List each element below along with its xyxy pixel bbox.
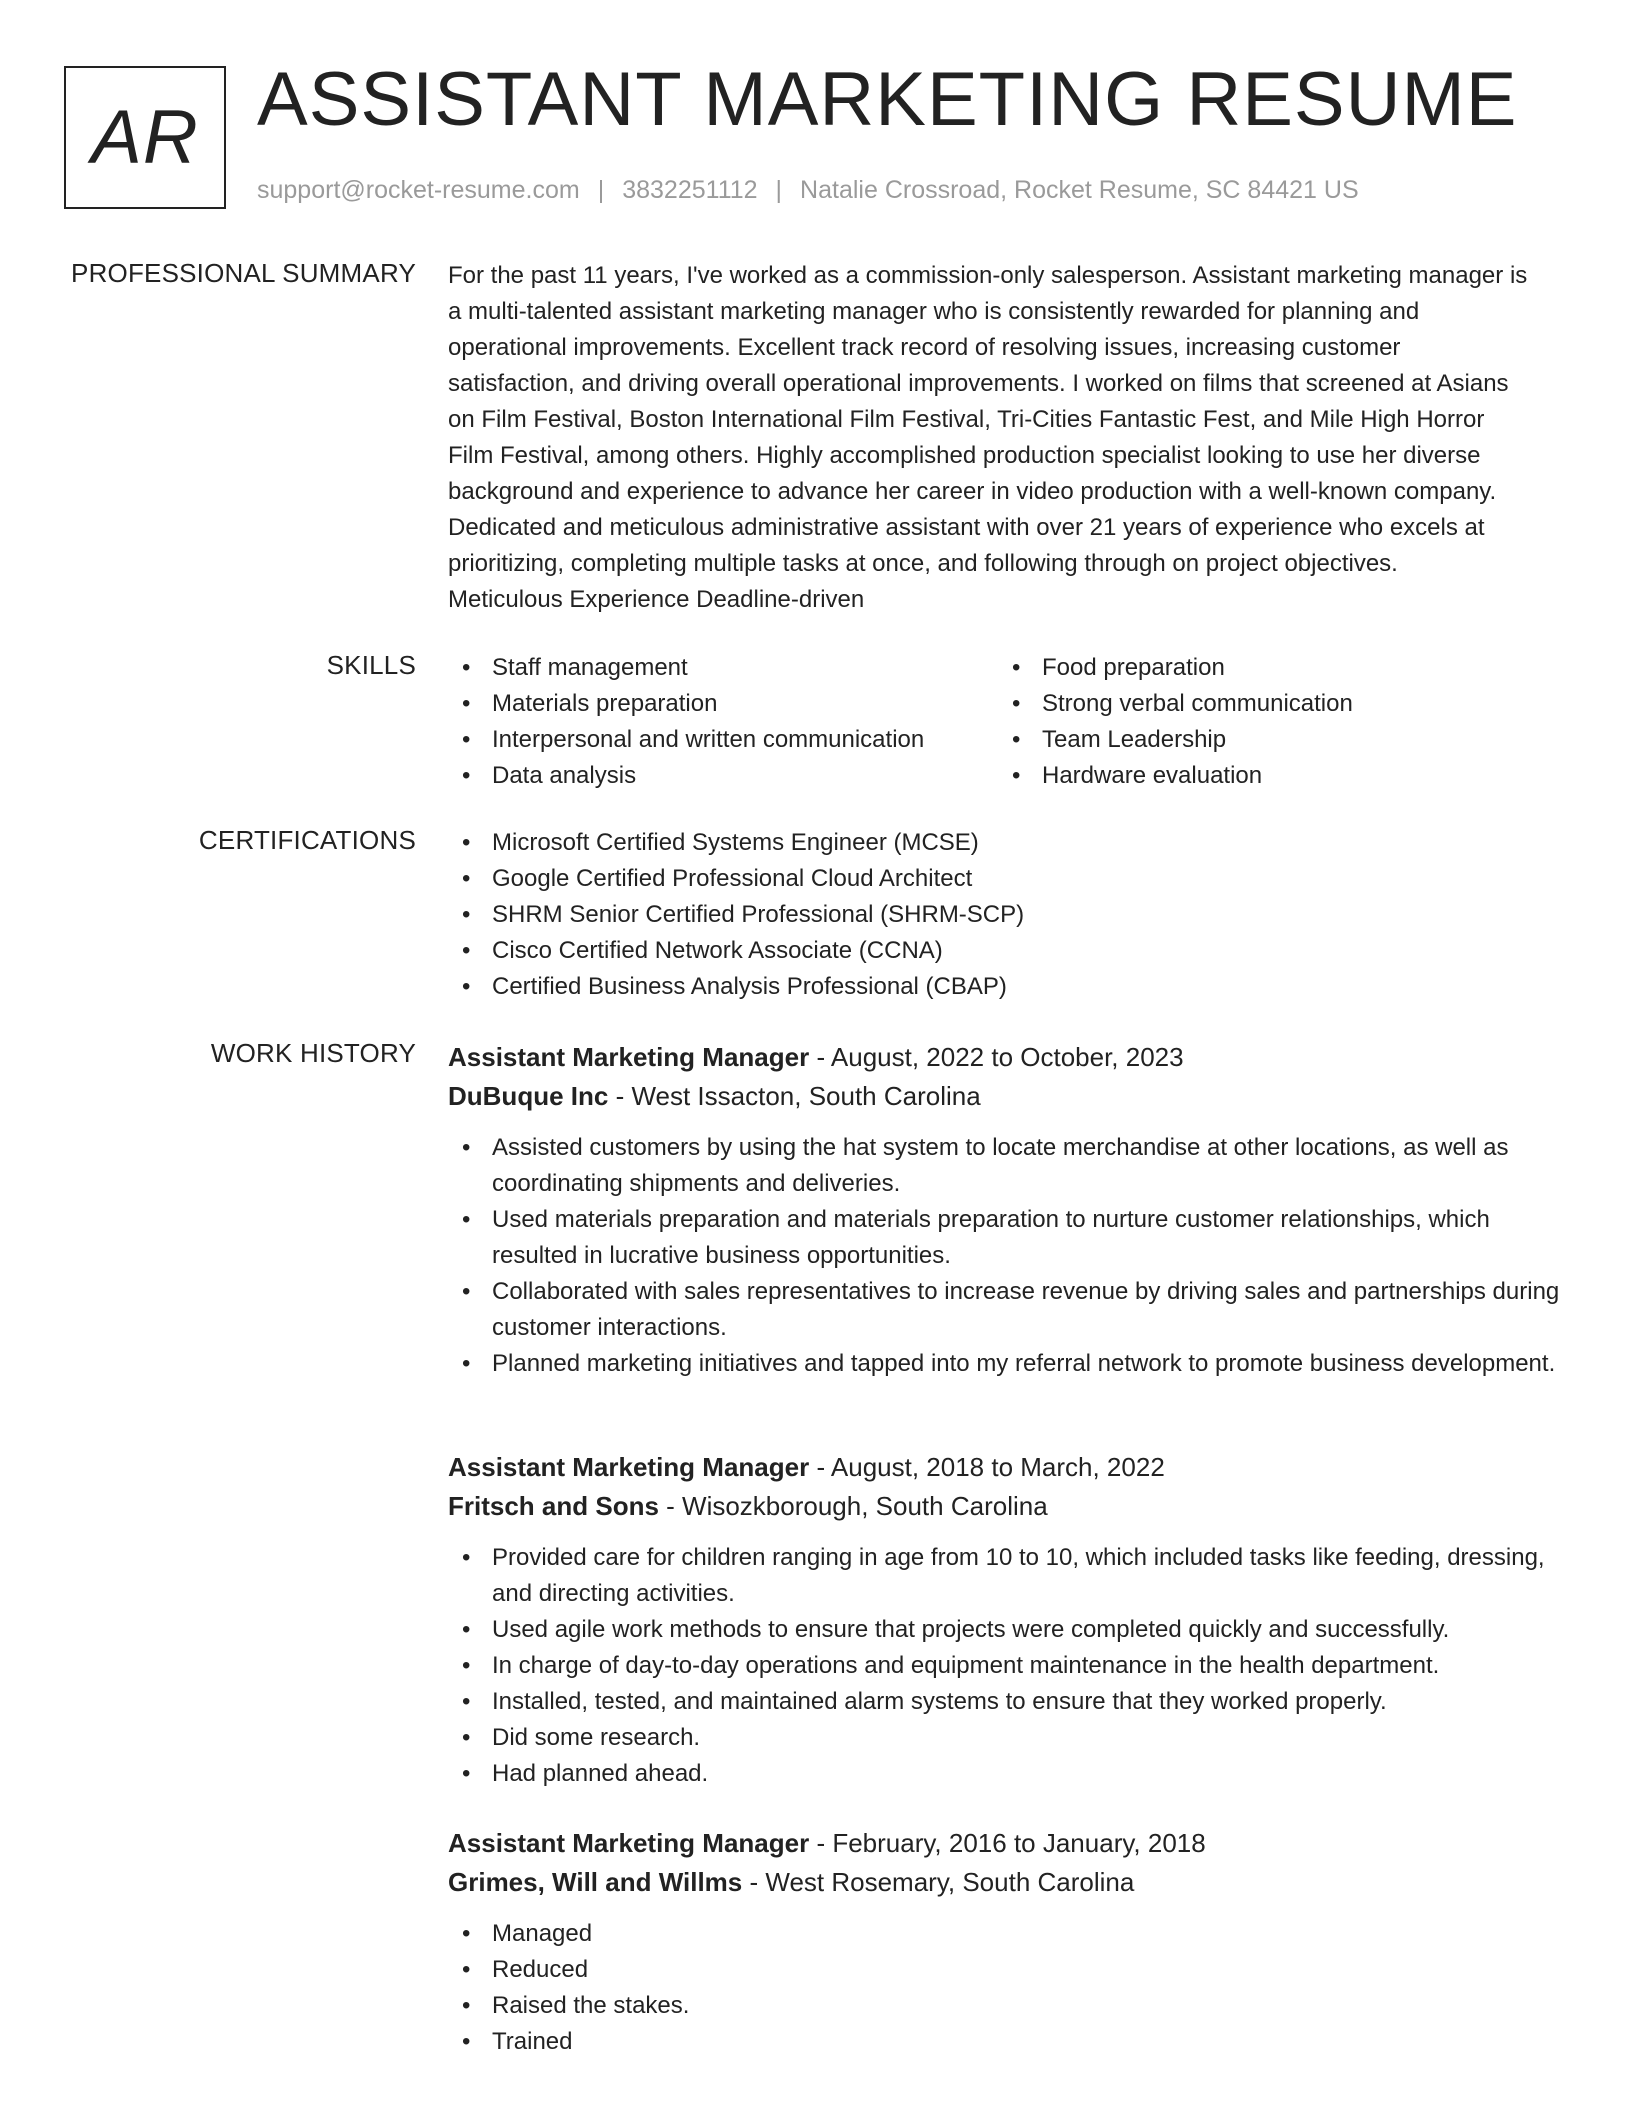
- job-dates: - February, 2016 to January, 2018: [809, 1828, 1206, 1858]
- job-bullet: • Reduced: [448, 1952, 1568, 1988]
- contact-separator: |: [597, 176, 605, 204]
- skill-item: • Data analysis: [448, 758, 998, 794]
- skills-list-right: [998, 650, 1548, 794]
- job-dates: - August, 2022 to October, 2023: [809, 1042, 1184, 1072]
- work-history-label: WORK HISTORY: [210, 1038, 416, 1068]
- job-bullet: • Used materials preparation and materials preparation to nurture customer relationships, which resulted in lucrative business opportunities.: [448, 1202, 1568, 1274]
- skills-grid: [448, 650, 1568, 794]
- summary-text: [448, 258, 1568, 618]
- contact-address: Natalie Crossroad, Rocket Resume, SC 84421 US: [800, 176, 1359, 204]
- contact-email[interactable]: support@rocket-resume.com: [257, 176, 580, 204]
- job-bullet: • Assisted customers by using the hat system to locate merchandise at other locations, as well as coordinating shipments and deliveries.: [448, 1130, 1568, 1202]
- job-company: Fritsch and Sons: [448, 1491, 659, 1521]
- job-bullet: • Had planned ahead.: [448, 1756, 1568, 1792]
- job-location: - Wisozkborough, South Carolina: [658, 1491, 1048, 1521]
- job-bullet: • Provided care for children ranging in age from 10 to 10, which included tasks like feeding, dressing, and directing activities.: [448, 1540, 1568, 1612]
- certifications-label: CERTIFICATIONS: [198, 825, 416, 855]
- monogram-box: [64, 66, 226, 209]
- job-entry: [448, 1824, 1568, 2060]
- job-bullets: [448, 1916, 1568, 2060]
- summary-line: Film Festival, among others. Highly accomplished production specialist looking to use her diverse: [448, 442, 1481, 469]
- job-bullet: • Raised the stakes.: [448, 1988, 1568, 2024]
- job-bullet: • Used agile work methods to ensure that projects were completed quickly and successfully.: [448, 1612, 1568, 1648]
- skill-item: • Hardware evaluation: [998, 758, 1548, 794]
- certification-item: • SHRM Senior Certified Professional (SHRM-SCP): [448, 897, 1568, 933]
- job-title: Assistant Marketing Manager: [448, 1452, 810, 1482]
- job-location: - West Issacton, South Carolina: [608, 1081, 981, 1111]
- job-bullet: • In charge of day-to-day operations and equipment maintenance in the health department.: [448, 1648, 1568, 1684]
- certifications-list: [448, 825, 1568, 1005]
- job-company: DuBuque Inc: [448, 1081, 609, 1111]
- job-bullets: [448, 1540, 1568, 1792]
- skill-item: • Materials preparation: [448, 686, 998, 722]
- job-company-line: [448, 1862, 1568, 1902]
- contact-line: [257, 176, 1359, 205]
- skills-list-left: [448, 650, 998, 794]
- job-bullet: • Planned marketing initiatives and tapped into my referral network to promote business development.: [448, 1346, 1568, 1382]
- job-title-line: [448, 1824, 1568, 1862]
- job-bullet: • Trained: [448, 2024, 1568, 2060]
- contact-separator: |: [775, 176, 783, 204]
- skills-label: SKILLS: [326, 650, 416, 680]
- job-bullets: [448, 1130, 1568, 1382]
- job-entry: [448, 1448, 1568, 1792]
- certification-item: • Certified Business Analysis Professional (CBAP): [448, 969, 1568, 1005]
- summary-line: satisfaction, and driving overall operational improvements. I worked on films that screened at Asians: [448, 370, 1509, 397]
- job-company-line: [448, 1486, 1568, 1526]
- contact-phone[interactable]: 3832251112: [622, 176, 758, 204]
- summary-line: Meticulous Experience Deadline-driven: [448, 586, 865, 613]
- skill-item: • Strong verbal communication: [998, 686, 1548, 722]
- summary-line: background and experience to advance her career in video production with a well-known company.: [448, 478, 1497, 505]
- summary-line: a multi-talented assistant marketing manager who is consistently rewarded for planning and: [448, 298, 1420, 325]
- job-title: Assistant Marketing Manager: [448, 1042, 810, 1072]
- job-entry: [448, 1038, 1568, 1382]
- certifications-body: [448, 825, 1568, 1005]
- monogram-initials: AR: [91, 95, 199, 180]
- job-location: - West Rosemary, South Carolina: [742, 1867, 1135, 1897]
- resume-title: ASSISTANT MARKETING RESUME: [257, 57, 1518, 142]
- job-title: Assistant Marketing Manager: [448, 1828, 810, 1858]
- skill-item: • Team Leadership: [998, 722, 1548, 758]
- skill-item: • Staff management: [448, 650, 998, 686]
- job-title-line: [448, 1038, 1568, 1076]
- job-bullet: • Collaborated with sales representatives to increase revenue by driving sales and partnerships during customer interactions.: [448, 1274, 1568, 1346]
- job-company-line: [448, 1076, 1568, 1116]
- job-title-line: [448, 1448, 1568, 1486]
- job-bullet: • Managed: [448, 1916, 1568, 1952]
- certification-item: • Cisco Certified Network Associate (CCNA): [448, 933, 1568, 969]
- summary-line: on Film Festival, Boston International Film Festival, Tri-Cities Fantastic Fest, and Mile High Horror: [448, 406, 1485, 433]
- job-bullet: • Installed, tested, and maintained alarm systems to ensure that they worked properly.: [448, 1684, 1568, 1720]
- skill-item: • Food preparation: [998, 650, 1548, 686]
- summary-line: prioritizing, completing multiple tasks at once, and following through on project objectives.: [448, 550, 1398, 577]
- job-bullet: • Did some research.: [448, 1720, 1568, 1756]
- job-dates: - August, 2018 to March, 2022: [809, 1452, 1165, 1482]
- summary-label: PROFESSIONAL SUMMARY: [71, 258, 416, 288]
- job-company: Grimes, Will and Willms: [448, 1867, 743, 1897]
- certification-item: • Google Certified Professional Cloud Architect: [448, 861, 1568, 897]
- certification-item: • Microsoft Certified Systems Engineer (MCSE): [448, 825, 1568, 861]
- summary-line: operational improvements. Excellent track record of resolving issues, increasing customer: [448, 334, 1401, 361]
- skill-item: • Interpersonal and written communication: [448, 722, 998, 758]
- summary-line: Dedicated and meticulous administrative assistant with over 21 years of experience who excels at: [448, 514, 1485, 541]
- summary-line: For the past 11 years, I've worked as a commission-only salesperson. Assistant marketing manager is: [448, 262, 1528, 289]
